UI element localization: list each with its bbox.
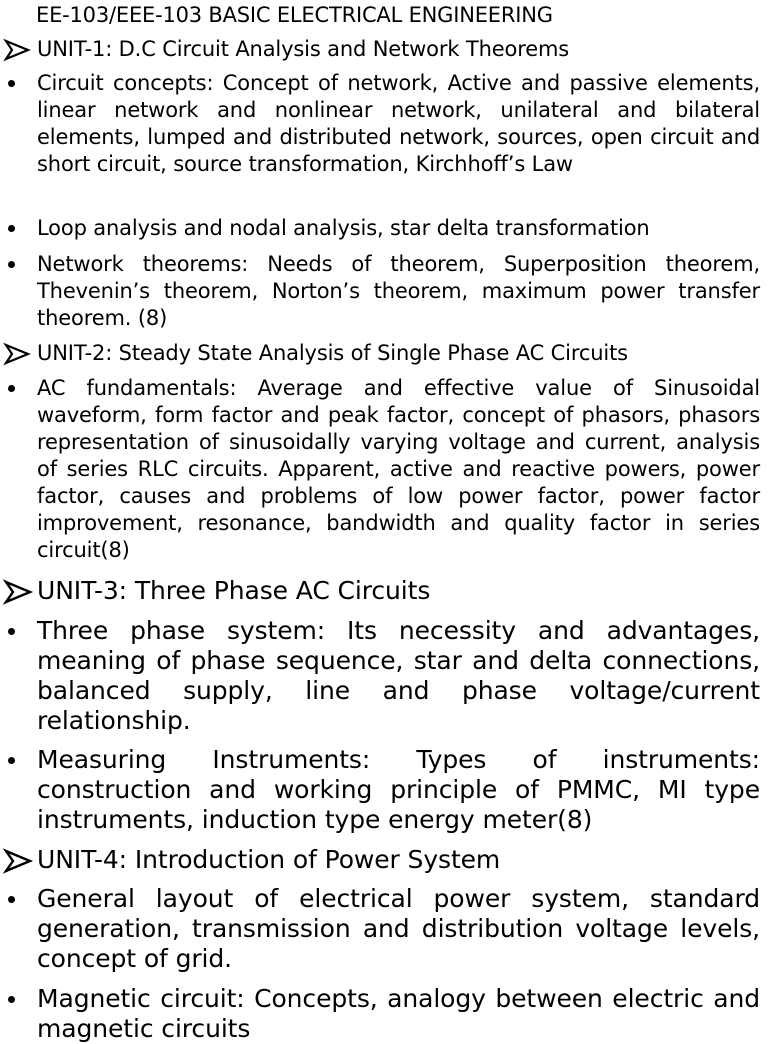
unit-2-heading — [0, 340, 768, 368]
list-item — [0, 984, 768, 1044]
list-item-text: Loop analysis and nodal analysis, star delta transformation — [37, 216, 650, 240]
bullet-dot-icon — [8, 385, 15, 392]
list-item-text: Magnetic circuit: Concepts, analogy between electric and magnetic circuits — [37, 984, 760, 1043]
unit-heading-text: UNIT-1: D.C Circuit Analysis and Network Theorems — [37, 37, 570, 61]
document-title: EE-103/EEE-103 BASIC ELECTRICAL ENGINEERING — [36, 3, 553, 27]
list-item-text: AC fundamentals: Average and effective value of Sinusoidal waveform, form factor and peak factor, concept of phasors, phasors representation of sinusoidally varying voltage and current, analysis of series RLC circuits. Apparent, active and reactive powers, power factor, causes and problems of low power factor, power factor improvement, resonance, bandwidth and quality factor in series circuit(8) — [37, 376, 760, 562]
list-item-text: Network theorems: Needs of theorem, Superposition theorem, Thevenin’s theorem, Norton’s theorem, maximum power transfer theorem. (8) — [37, 252, 760, 330]
bullet-dot-icon — [8, 757, 15, 764]
list-item — [0, 251, 768, 335]
unit-1-heading — [0, 36, 768, 64]
list-item — [0, 884, 768, 976]
bullet-dot-icon — [8, 628, 15, 635]
unit-heading-text: UNIT-3: Three Phase AC Circuits — [37, 576, 431, 605]
arrow-bullet-icon — [4, 849, 34, 873]
unit-4-heading — [0, 845, 768, 877]
list-item — [0, 745, 768, 837]
list-item-text: General layout of electrical power system, standard generation, transmission and distribution voltage levels, concept of grid. — [37, 884, 760, 973]
unit-heading-text: UNIT-2: Steady State Analysis of Single Phase AC Circuits — [37, 341, 628, 365]
list-item-text: Three phase system: Its necessity and advantages, meaning of phase sequence, star and delta connections, balanced supply, line and phase voltage/current relationship. — [37, 616, 760, 735]
bullet-dot-icon — [8, 996, 15, 1003]
list-item-text: Measuring Instruments: Types of instruments: construction and working principle of PMMC, MI type instruments, induction type energy meter(8) — [37, 745, 760, 834]
bullet-dot-icon — [8, 80, 15, 87]
list-item — [0, 616, 768, 738]
arrow-bullet-icon — [4, 580, 34, 604]
list-item — [0, 375, 768, 571]
bullet-dot-icon — [8, 896, 15, 903]
list-item-text: Circuit concepts: Concept of network, Active and passive elements, linear network and nonlinear network, unilateral and bilateral elements, lumped and distributed network, sources, open circuit and short circuit, source transformation, Kirchhoff’s Law — [37, 71, 760, 176]
bullet-dot-icon — [8, 261, 15, 268]
arrow-bullet-icon — [4, 343, 34, 365]
arrow-bullet-icon — [4, 39, 34, 61]
list-item — [0, 215, 768, 243]
unit-3-heading — [0, 576, 768, 608]
list-item — [0, 70, 768, 210]
bullet-dot-icon — [8, 225, 15, 232]
unit-heading-text: UNIT-4: Introduction of Power System — [37, 845, 501, 874]
